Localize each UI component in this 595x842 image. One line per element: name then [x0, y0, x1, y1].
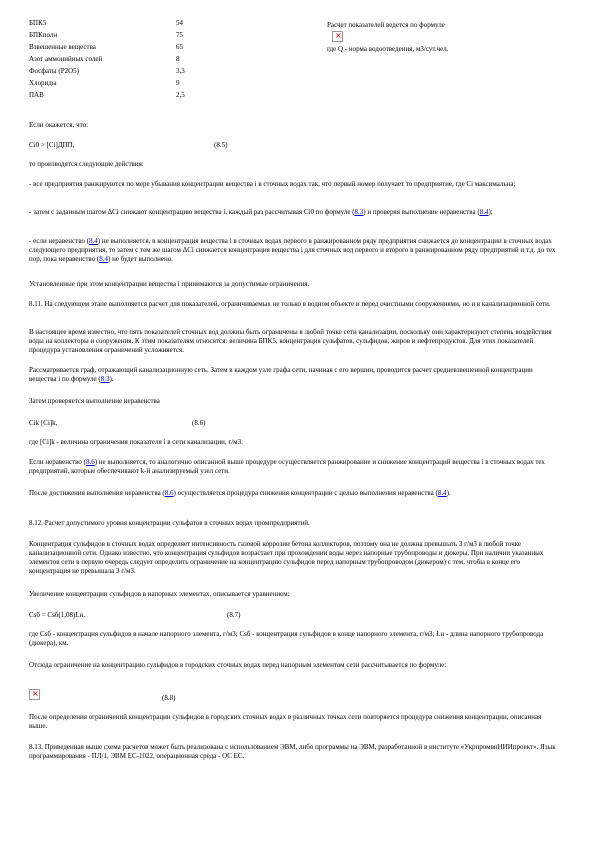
parameter-value: 54 [176, 19, 183, 27]
paragraph-sulfide: Концентрация сульфидов в сточных водах определяет интенсивность газовой коррозии бетона коллекторов, поэтому она не должна превышать 3 г/м3 в любой точке канализационной сети. Однако известно, что концентрация сульфидов возрастает при прохождении воды через напорные трубопроводы и дюкеры. При наличии указанных элементов сети в первую очередь следует определить ограничение на концентрацию сульфидов перед напорным трубопроводом (дюкером) с тем, чтобы в конце его концентрация не превышала 3 г/м3. [29, 540, 544, 575]
table-row [29, 67, 199, 79]
parameter-value: 3,3 [176, 67, 185, 75]
paragraph-five-indicators: В настоящее время известно, что пять показателей сточных вод должны быть ограничены в любой точке сети канализации, поскольку они характеризуют степень воздействия воды на коллекторы и сооружения. К этим показателям относятся: величина БПК5, концентрация сульфатов, сульфидов, жиров и нефтепродуктов. Для этих показателей процедура установления ограничений усложняется. [29, 328, 552, 354]
link-formula-8-4[interactable]: 8.4 [479, 208, 489, 216]
paragraph-check: Затем проверяется выполнение неравенства [29, 397, 160, 405]
formula-8-5 [29, 141, 74, 150]
table-row [29, 91, 199, 103]
where-q: где Q - норма водоотведения, м3/сут.чел. [327, 45, 449, 53]
parameter-value: 9 [176, 79, 180, 87]
paragraph-8-13: 8.13. Приведенная выше схема расчетов может быть реализована с использованием ЭВМ, либо программы на ЭВМ, разработанной в институте «УкрпромвнНИИпроект». Язык программирования - ПЛ/1, ЭВМ ЕС-1022, операционная среда - ОС ЕС. [29, 743, 556, 760]
table-row [29, 79, 199, 91]
table-row [29, 43, 199, 55]
paragraph-inequality: - если неравенство (8.4) не выполняется, в концентрация вещества i в сточных водах первого в ранжированном ряду предприятия снижается до концентрации в сточных водах следующего предприятия, то затем с тем же шагом ΔCi снижается концентрация вещества i для сточных вод первого и второго в ранжированном ряду предприятий и т.д. до тех пор, пока неравенство (8.4) не будет выполнено. [29, 237, 556, 263]
parameter-name: Фосфаты (P2O5) [29, 67, 79, 75]
formula-image-placeholder [332, 31, 343, 45]
link-formula-8-6[interactable]: 8.6 [85, 458, 95, 466]
formula-expression: Ci0 > [Ci]ДПП, [29, 141, 75, 149]
formula-8-8-image [29, 689, 40, 703]
link-formula-8-6[interactable]: 8.6 [164, 489, 174, 497]
formula-expression: Сsб = Сsб(1,08)Lн, [29, 611, 86, 619]
link-formula-8-3[interactable]: 8.3 [100, 375, 110, 383]
formula-expression: Cik [Ci]k, [29, 419, 58, 427]
parameter-name: Хлориды [29, 79, 57, 87]
parameter-name: Взвешенные вещества [29, 43, 96, 51]
parameter-value: 65 [176, 43, 183, 51]
broken-image-icon [332, 31, 343, 42]
parameter-value: 75 [176, 31, 183, 39]
formula-number: (8.6) [192, 419, 206, 427]
link-formula-8-3[interactable]: 8.3 [354, 208, 364, 216]
formula-intro: Расчет показателей ведется по формуле [327, 21, 445, 29]
paragraph-after-definition: После определения ограничений концентрации сульфидов в городских сточных водах в различных точках сети повторяется процедура снижения концентрации, описанная выше. [29, 713, 542, 730]
paragraph-8-12: 8.12. Расчет допустимого уровня концентрации сульфатов в сточных водах промпредприятий. [29, 519, 310, 527]
paragraph-then: то производятся следующие действия: [29, 160, 144, 168]
broken-image-icon [29, 689, 40, 700]
paragraph-graph: Рассматривается граф, отражающий канализационную сеть. Затем в каждом узле графа сети, начиная с его вершин, проводится расчет средневзвешенной концентрации вещества i по формуле (8.3). [29, 366, 533, 383]
parameter-name: ПАВ [29, 91, 44, 99]
paragraph-increase: Увеличение концентрации сульфидов в напорных элементах, описывается уравнением: [29, 590, 290, 598]
paragraph-step: - затем с заданным шагом ΔCi снижают концентрацию вещества i, каждый раз рассчитывая Ci0 по формуле (8.3) и проверяя выполнение неравенства (8.4); [29, 208, 493, 216]
formula-number: (8.7) [227, 611, 241, 619]
paragraph-8-11: 8.11. На следующем этапе выполняется расчет для показателей, ограничиваемых не только в водном объекте и перед очистными сооружениями, но и в канализационной сети. [29, 300, 551, 308]
formula-8-6 [29, 419, 57, 428]
link-formula-8-4[interactable]: 8.4 [437, 489, 447, 497]
link-formula-8-4[interactable]: 8.4 [89, 237, 98, 245]
paragraph-accepted: Установленные при этом концентрации вещества i принимаются за допустимые ограничения. [29, 280, 310, 288]
parameter-name: БПК5 [29, 19, 47, 27]
paragraph-hence: Отсюда ограничение на концентрацию сульфидов в городских сточных водах перед напорным элементом сети рассчитывается по формуле: [29, 661, 447, 669]
formula-number: (8.5) [214, 141, 228, 149]
parameter-value: 2,5 [176, 91, 185, 99]
parameter-name: БПКполн [29, 31, 58, 39]
paragraph-after: После достижения выполнения неравенства (8.6) осуществляется процедура снижения концентрации с целью выполнения неравенства (8.4). [29, 489, 451, 497]
paragraph-rank: - все предприятия ранжируются по мере убывания концентрации вещества i в сточных водах так, что первый номер получает то предприятие, где Ci максимальна; [29, 180, 516, 188]
formula-8-7 [29, 611, 85, 620]
paragraph-where-cs: где Csб - концентрация сульфидов в начале напорного элемента, г/м3; Csб - концентрация сульфидов в конце напорного элемента, г/м3; Lн - длина напорного трубопровода (дюкера), км. [29, 630, 544, 647]
table-row [29, 19, 199, 31]
table-row [29, 31, 199, 43]
table-row [29, 55, 199, 67]
paragraph-where-ci: где [Ci]k - величина ограничения показателя i в сети канализации, г/м3. [29, 438, 243, 446]
paragraph-not-hold: Если неравенство (8.6) не выполняется, то аналогично описанной выше процедуре осуществляется ранжирование и снижение концентраций вещества i в сточных водах тех предприятий, которые обеспечивают k-й анализируемый узел сети. [29, 458, 545, 475]
parameter-name: Азот аммонийных солей [29, 55, 103, 63]
link-formula-8-4[interactable]: 8.4 [99, 255, 108, 263]
parameter-value: 8 [176, 55, 180, 63]
paragraph-if: Если окажется, что: [29, 121, 89, 129]
parameter-table [29, 19, 199, 103]
formula-number: (8.8) [162, 694, 176, 702]
